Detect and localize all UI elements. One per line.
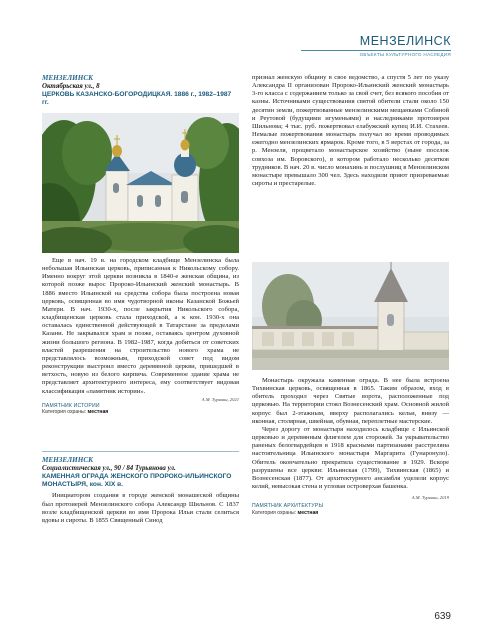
article2-text-right-top: признал женскую общину в свое ведомство, а спустя 5 лет по указу Александра II организован Пророко-Ильинский женский монастырь 3-го класса с содержанием только за свой счет, без всякого пособия от казны. Источниками существования святой обители стали около 150 десятин земли, пожертвованные мензелинскими мещанками Собиной и Реутовой (будущими игуменьями) и наследниками протоиерея Шильнова; 4 тыс. руб. пожертвовал елабужский купец И.И. Стахеев. Немалые пожертвования монастырь получал во время проводимых ежегодно мензелинских ярмарок. Кроме того, в 5 верстах от города, за р. Мензеля, процветало монастырское хозяйство (ныне поселок совхоза им. Воровского), в котором работало несколько десятков трудников. В нач. 20 в. число монахинь и послушниц в Мензелинском монастыре превышало 300 чел. Здесь находили приют призреваемые сироты и престарелые. [252,74,449,188]
article1-category-label: Категория охраны: [42,409,87,416]
article2-category-label: Категория охраны: [252,509,297,516]
article2-title [42,473,239,489]
article-separator [42,451,239,452]
article2-city: МЕНЗЕЛИНСК [42,456,94,464]
article2-text-right-bottom-1: Монастырь окружала каменная ограда. В нее была встроена Тихвинская церковь, освященная в 1865. Таким образом, вход в обитель проходил через Святые ворота, расположенные под церковью. На территории стоял Вознесенский храм. Основной жилой корпус был 2-этажным, вверху располагались кельи, внизу — иконная, столярная, швейная, обувная, переплетные мастерские. [252,377,449,425]
running-title: МЕНЗЕЛИНСК [359,34,451,48]
article2-address: Социалистическая ул., 90 / 84 Турьянова ул. [42,465,176,472]
article2-text-left: Инициатором создания в городе женской монашеской общины был протоиерей Мензелинского собора Александр Шильнов. С 1837 возле кладбищенской церкви во имя Пророка Ильи стали селиться вдовы и сироты. В 1855 Священный Синод [42,492,239,524]
article2-category [252,510,449,517]
church-photo-illustration [42,113,239,253]
tower-photo [252,262,449,370]
running-subtitle: ОБЪЕКТЫ КУЛЬТУРНОГО НАСЛЕДИЯ [359,52,451,57]
article2-title-date: кон. XIX в. [89,481,123,489]
article1-city: МЕНЗЕЛИНСК [42,74,94,82]
article2-start [42,456,239,525]
page-number: 639 [434,611,451,622]
article2-text-right-bottom-2: Через дорогу от монастыря находилось кладбище с Ильинской церковью и деревянным флигелем для сторожей. За укрывательство раненых белогвардейцев в 1918 красными партизанами расстреляна настоятельница Ильинского монастыря Маргарита (Гунаронуло). Обитель окончательно прекратила существование в 1929. Вскоре разрушены все церкви: Ильинская (1799), Тихвинская (1865) и Вознесенская (1877). От архитектурного ансамбля уцелели корпус келий, невысокая стена и угловая островерхая башенка. [252,425,449,491]
header-rule [301,50,451,51]
article1-text: Еще в нач. 19 в. на городском кладбище Мензелинска была небольшая Ильинская церковь, приписанная к Никольскому собору. Именно вокруг этой церкви возникла в 1840-е женская община, из которой позже вырос Пророко-Ильинский женский монастырь. В 1886 вместо Ильинской на средства собора была построена новая церковь, освященная во имя чудотворной иконы Казанской Божьей Матери. В нач. 1930-х, после закрытия Никольского собора, кладбищенская церковь стала приходской, а к кон. 1930-х она оставалась единственной действующей в Татарстане за пределами Казани. Не закрывался храм и позже, оставаясь центром духовной жизни большого региона. В 1982–1987, когда добиться от советских властей разрешения на строительство нового храма не представлялось возможным, приходской совет под видом реконструкции выстроил вместо деревянной церкви, пришедшей в ветхость, новую из белого кирпича. Современное здание храма не представляет архитектурного интереса, ему соответствует видовая классификация «памятник истории». [42,257,239,395]
article2-author: А.М. Турянин, 2019 [411,495,449,501]
tower-photo-illustration [252,262,449,370]
left-column [42,74,239,107]
article1-status: ПАМЯТНИК ИСТОРИИ [42,402,100,409]
article1-category-value: местная [87,409,109,416]
article1-title-date: 1886 г., 1982–1987 гг. [42,91,232,107]
page-header [0,0,487,58]
article1-category [42,409,239,416]
church-photo [42,113,239,253]
article2-status: ПАМЯТНИК АРХИТЕКТУРЫ [252,503,324,510]
article2-category-value: местная [297,509,319,516]
article1-title [42,91,239,107]
right-column [252,74,449,188]
article1-body [42,257,239,416]
article1-title-main: ЦЕРКОВЬ КАЗАНСКО-БОГОРОДИЦКАЯ. [42,91,173,99]
article1-address: Октябрьская ул., 8 [42,83,100,90]
article2-continuation [252,377,449,516]
article2-title-main: КАМЕННАЯ ОГРАДА ЖЕНСКОГО ПРОРОКО-ИЛЬИНСКОГО МОНАСТЫРЯ, [42,473,232,489]
article1-author: А.М. Турянин, 2021 [201,396,239,402]
